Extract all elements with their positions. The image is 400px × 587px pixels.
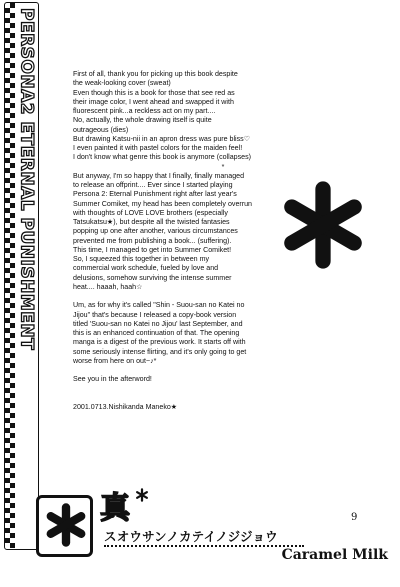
text-line: this is an enhanced continuation of that. The opening [73, 329, 240, 337]
section-separator: * [221, 163, 225, 171]
text-line: First of all, thank you for picking up this book despite [73, 70, 238, 78]
text-line: Tatsukatsu★), but despite all the twisted fantasies [73, 218, 230, 226]
text-line: their image color, I went ahead and swapped it with [73, 97, 234, 106]
signature: 2001.0713.Nishikanda Maneko★ [73, 403, 178, 411]
text-line: titled 'Suou-san no Katei no Jijou' last September, and [73, 319, 243, 328]
text-line: some seriously intense flirting, and it's only going to get [73, 347, 247, 356]
text-line: See you in the afterword! [73, 375, 152, 384]
text-line: worse from here on out~♪* [73, 356, 157, 365]
asterisk-logo-icon [44, 503, 88, 547]
title-katakana: スオウサンノカテイノジジョウ [104, 529, 278, 544]
text-line: Even though this is a book for those that see red as [73, 88, 235, 97]
text-line: to release an offprint.... Ever since I started playing [73, 181, 233, 189]
paragraph-3 [73, 301, 373, 366]
text-line: with thoughts of LOVE LOVE brothers (especially [73, 208, 228, 217]
text-line: heat.... haaah, haah☆ [73, 282, 143, 291]
text-line: But drawing Katsu-nii in an apron dress was pure bliss♡ [73, 134, 251, 143]
text-line: I even painted it with pastel colors for the maiden feel! [73, 144, 243, 152]
circle-name: Caramel Milk [281, 547, 388, 563]
text-line: No, actually, the whole drawing itself is quite [73, 116, 212, 125]
text-line: the weak-looking cover (sweat) [73, 79, 171, 88]
text-line: Persona 2: Eternal Punishment right after last year's [73, 190, 237, 199]
text-line: outrageous (dies) [73, 125, 129, 134]
paragraph-1 [73, 70, 373, 163]
text-line: I don't know what genre this book is anymore (collapses) [73, 153, 251, 162]
text-line: Jijou" that's because I released a copy-book version [73, 310, 237, 319]
text-line: So, I squeezed this together in between my [73, 255, 210, 263]
text-line: delusions, somehow surviving the intense summer [73, 273, 232, 282]
title-kanji: 真 [100, 491, 130, 526]
small-asterisk-icon [135, 488, 149, 502]
text-line: This time, I managed to get into Summer Comiket! [73, 245, 232, 254]
text-line: prevented me from publishing a book... (suffering). [73, 236, 232, 245]
text-line: fluorescent pink...a reckless act on my part.... [73, 107, 216, 115]
text-line: commercial work schedule, fueled by love and [73, 264, 219, 273]
dotted-divider [104, 545, 304, 547]
paragraph-4 [73, 375, 373, 384]
asterisk-icon [278, 180, 368, 270]
checker-border [5, 3, 15, 548]
text-line: But anyway, I'm so happy that I finally, finally managed [73, 171, 245, 180]
text-line: Um, as for why it's called "Shin - Suou-san no Katei no [73, 301, 245, 310]
text-line: popping up one after another, various circumstances [73, 227, 238, 236]
text-line: manga is a digest of the previous work. It starts off with [73, 338, 246, 347]
page-number: 9 [351, 512, 358, 523]
text-line: Summer Comiket, my head has been completely overrun [73, 199, 252, 208]
banner-title: PERSONA2 ETERNAL PUNISHMENT [16, 8, 37, 351]
side-banner [16, 2, 37, 547]
